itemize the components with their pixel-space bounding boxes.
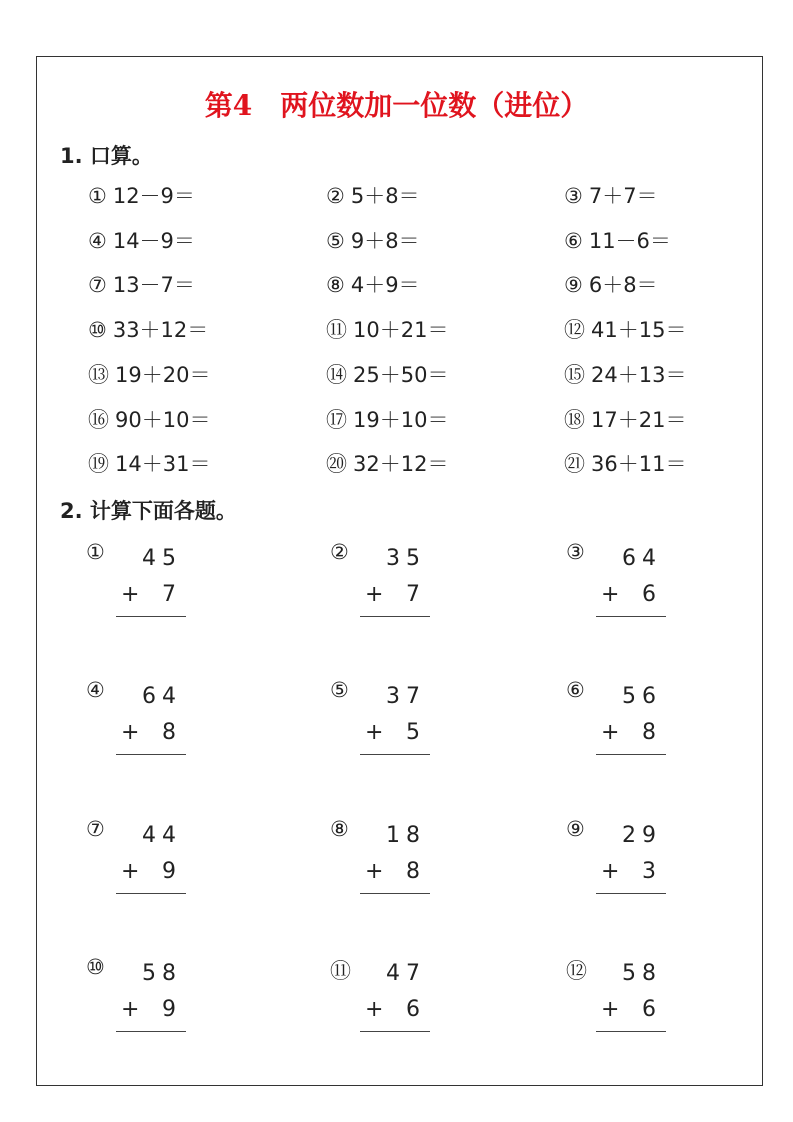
problem-expression: 13－7＝ <box>112 273 195 298</box>
plus-sign: + <box>121 997 140 1022</box>
answer-line <box>360 754 430 755</box>
addend-top: 44 <box>142 823 182 848</box>
oral-problem <box>564 359 686 389</box>
problem-expression: 11－6＝ <box>588 228 671 253</box>
addend-top: 64 <box>622 546 662 571</box>
problem-expression: 32＋12＝ <box>353 452 449 477</box>
addend-bottom: 7 <box>406 582 426 607</box>
problem-expression: 12－9＝ <box>112 184 195 208</box>
addend-bottom: 6 <box>642 997 662 1022</box>
problem-number: ② <box>326 184 345 208</box>
addend-top: 58 <box>622 961 662 986</box>
problem-expression: 90＋10＝ <box>115 407 211 432</box>
vertical-problem <box>86 955 226 1045</box>
problem-number: ⑳ <box>326 452 347 477</box>
answer-line <box>596 1031 666 1032</box>
problem-number: ① <box>86 540 105 564</box>
oral-problem <box>564 269 658 299</box>
plus-sign: + <box>121 582 140 607</box>
problem-number: ③ <box>564 184 583 208</box>
problem-expression: 5＋8＝ <box>350 184 420 208</box>
problem-number: ⑭ <box>326 362 347 387</box>
vertical-problem <box>566 817 706 907</box>
oral-problem <box>326 269 420 299</box>
oral-problem <box>564 314 686 344</box>
problem-number: ④ <box>88 228 107 253</box>
addend-top: 35 <box>386 546 426 571</box>
problem-number: ④ <box>86 678 105 702</box>
problem-number: ② <box>330 540 349 564</box>
section-oral-heading: 1. 口算。 <box>60 144 153 168</box>
problem-expression: 25＋50＝ <box>353 362 449 387</box>
answer-line <box>116 893 186 894</box>
problem-number: ⑲ <box>88 452 109 477</box>
problem-number: ⑪ <box>326 318 347 343</box>
problem-number: ⑰ <box>326 407 347 432</box>
addend-top: 37 <box>386 684 426 709</box>
problem-expression: 7＋7＝ <box>588 184 658 208</box>
addend-bottom: 9 <box>162 859 182 884</box>
problem-number: ㉑ <box>564 452 585 477</box>
problem-number: ③ <box>566 540 585 564</box>
oral-problem <box>88 225 195 255</box>
addend-bottom: 9 <box>162 997 182 1022</box>
problem-number: ⑥ <box>566 678 585 702</box>
addend-bottom: 3 <box>642 859 662 884</box>
problem-number: ⑱ <box>564 407 585 432</box>
addend-bottom: 8 <box>162 720 182 745</box>
problem-number: ⑮ <box>564 362 585 387</box>
problem-number: ⑨ <box>566 817 585 841</box>
problem-number: ⑦ <box>88 273 107 298</box>
vertical-problem <box>566 540 706 630</box>
oral-problem <box>88 269 195 299</box>
problem-number: ⑤ <box>326 228 345 253</box>
addend-bottom: 5 <box>406 720 426 745</box>
problem-expression: 19＋20＝ <box>115 362 211 387</box>
plus-sign: + <box>601 582 620 607</box>
oral-problem <box>88 359 210 389</box>
vertical-problem <box>330 678 470 768</box>
problem-number: ⑧ <box>330 817 349 841</box>
answer-line <box>360 1031 430 1032</box>
oral-problem <box>88 314 208 344</box>
plus-sign: + <box>601 997 620 1022</box>
problem-expression: 24＋13＝ <box>591 362 687 387</box>
oral-problem <box>326 314 448 344</box>
problem-number: ⑩ <box>86 955 105 979</box>
problem-number: ⑫ <box>564 318 585 343</box>
oral-problem <box>564 404 686 434</box>
oral-problem <box>326 404 448 434</box>
addend-bottom: 6 <box>642 582 662 607</box>
oral-problem <box>326 359 448 389</box>
plus-sign: + <box>365 997 384 1022</box>
addend-top: 18 <box>386 823 426 848</box>
plus-sign: + <box>121 720 140 745</box>
oral-problem <box>326 448 448 478</box>
answer-line <box>360 616 430 617</box>
oral-problem <box>564 180 658 210</box>
vertical-problem <box>330 817 470 907</box>
addend-bottom: 7 <box>162 582 182 607</box>
problem-expression: 4＋9＝ <box>350 273 420 298</box>
problem-number: ⑥ <box>564 228 583 253</box>
plus-sign: + <box>365 859 384 884</box>
answer-line <box>360 893 430 894</box>
oral-problem <box>88 448 210 478</box>
addend-bottom: 8 <box>642 720 662 745</box>
plus-sign: + <box>365 582 384 607</box>
answer-line <box>596 754 666 755</box>
addend-bottom: 8 <box>406 859 426 884</box>
addend-top: 64 <box>142 684 182 709</box>
plus-sign: + <box>601 859 620 884</box>
problem-number: ⑩ <box>88 318 107 343</box>
answer-line <box>116 1031 186 1032</box>
problem-number: ⑫ <box>566 959 587 983</box>
problem-number: ⑧ <box>326 273 345 298</box>
plus-sign: + <box>121 859 140 884</box>
problem-expression: 33＋12＝ <box>112 318 209 343</box>
problem-number: ⑨ <box>564 273 583 298</box>
oral-problem <box>88 404 210 434</box>
oral-problem <box>564 225 671 255</box>
vertical-problem <box>330 540 470 630</box>
addend-top: 56 <box>622 684 662 709</box>
oral-problem <box>88 180 195 210</box>
addend-top: 45 <box>142 546 182 571</box>
vertical-problem <box>86 817 226 907</box>
answer-line <box>116 754 186 755</box>
addend-bottom: 6 <box>406 997 426 1022</box>
problem-expression: 6＋8＝ <box>588 273 658 298</box>
problem-expression: 14＋31＝ <box>115 452 211 477</box>
oral-problem <box>326 225 420 255</box>
plus-sign: + <box>601 720 620 745</box>
problem-number: ⑪ <box>330 959 351 983</box>
problem-number: ⑤ <box>330 678 349 702</box>
problem-expression: 17＋21＝ <box>591 407 687 432</box>
section-vertical-heading: 2. 计算下面各题。 <box>60 499 237 523</box>
vertical-problem <box>566 955 706 1045</box>
problem-number: ⑬ <box>88 362 109 387</box>
problem-expression: 14－9＝ <box>112 228 195 253</box>
addend-top: 58 <box>142 961 182 986</box>
vertical-problem <box>566 678 706 768</box>
problem-expression: 41＋15＝ <box>591 318 687 343</box>
vertical-problem <box>86 540 226 630</box>
plus-sign: + <box>365 720 384 745</box>
answer-line <box>596 616 666 617</box>
problem-expression: 10＋21＝ <box>353 318 449 343</box>
problem-expression: 19＋10＝ <box>353 407 449 432</box>
answer-line <box>596 893 666 894</box>
oral-problem <box>564 448 686 478</box>
worksheet-title: 第4 两位数加一位数（进位） <box>204 89 589 122</box>
addend-top: 47 <box>386 961 426 986</box>
problem-number: ⑯ <box>88 407 109 432</box>
problem-number: ① <box>88 184 107 208</box>
oral-problem <box>326 180 420 210</box>
problem-expression: 9＋8＝ <box>350 228 420 253</box>
vertical-problem <box>330 955 470 1045</box>
vertical-problem <box>86 678 226 768</box>
problem-expression: 36＋11＝ <box>591 452 687 477</box>
answer-line <box>116 616 186 617</box>
problem-number: ⑦ <box>86 817 105 841</box>
addend-top: 29 <box>622 823 662 848</box>
